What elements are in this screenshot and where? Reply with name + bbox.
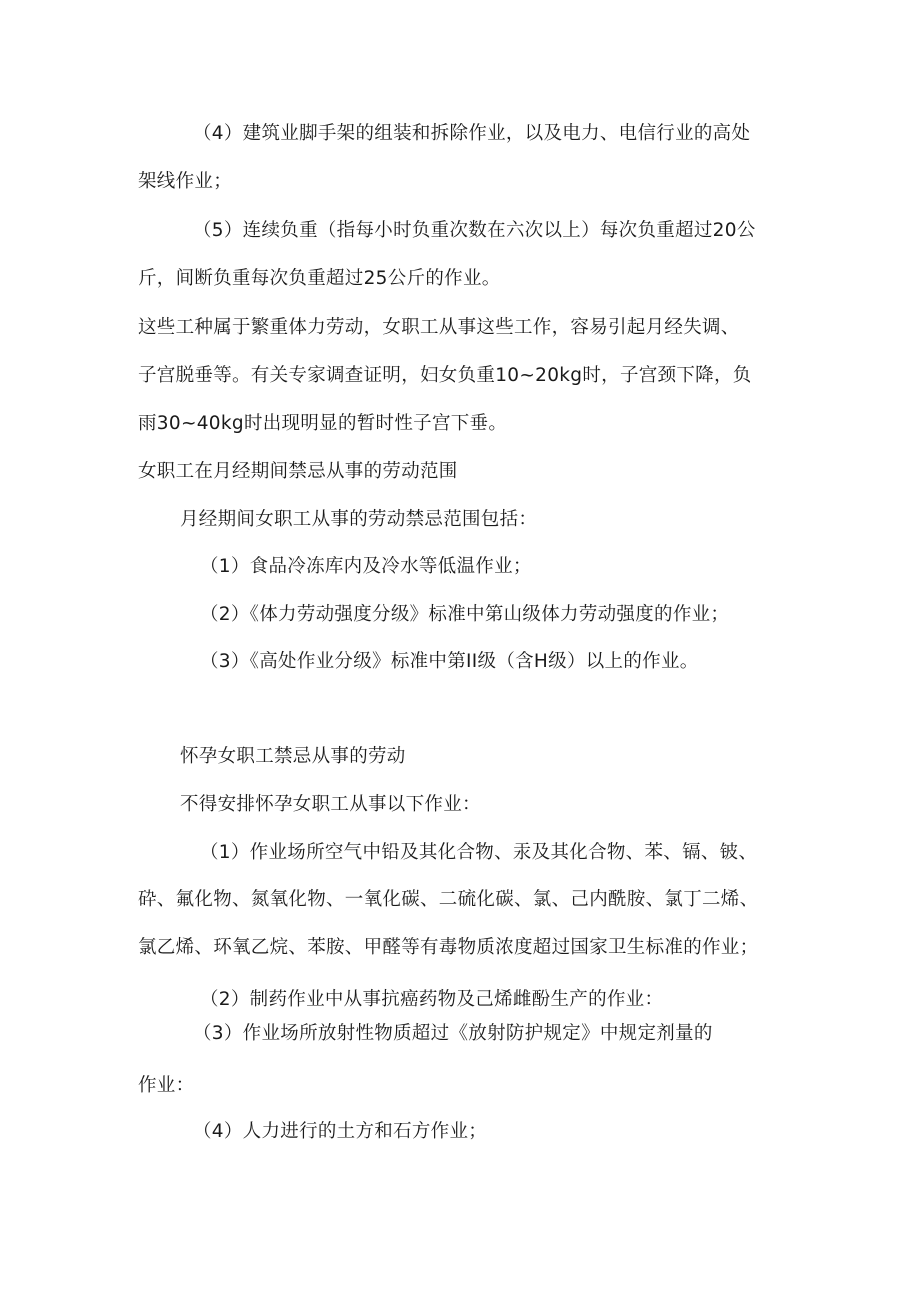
text-line-12: （3）《高处作业分级》标准中第II级（含H级）以上的作业。 xyxy=(200,651,699,672)
text-line-14: 不得安排怀孕女职工从事以下作业： xyxy=(180,794,481,815)
text-line-7: 雨30~40kg时出现明显的暂时性子宫下垂。 xyxy=(138,413,508,434)
text-line-1: （4）建筑业脚手架的组装和拆除作业，以及电力、电信行业的高处 xyxy=(193,123,751,144)
text-line-6: 子宫脱垂等。有关专家调查证明，妇女负重10~20kg时，子宫颈下降，负 xyxy=(138,365,752,386)
text-line-3: （5）连续负重（指每小时负重次数在六次以上）每次负重超过20公 xyxy=(193,220,756,241)
text-line-9: 月经期间女职工从事的劳动禁忌范围包括： xyxy=(180,509,538,530)
section-heading-menstrual: 女职工在月经期间禁忌从事的劳动范围 xyxy=(138,461,458,482)
text-line-11: （2）《体力劳动强度分级》标准中第山级体力劳动强度的作业； xyxy=(200,604,730,625)
text-line-16: 砕、氟化物、氮氧化物、一氧化碳、二硫化碳、氯、己内酰胺、氯丁二烯、 xyxy=(138,889,759,910)
text-line-10: （1）食品冷冻库内及冷水等低温作业； xyxy=(200,556,532,577)
text-line-5: 这些工种属于繁重体力劳动，女职工从事这些工作，容易引起月经失调、 xyxy=(138,317,740,338)
text-line-2: 架线作业； xyxy=(138,171,233,192)
text-line-19: （3）作业场所放射性物质超过《放射防护规定》中规定剂量的 xyxy=(193,1023,713,1044)
text-line-20: 作业： xyxy=(138,1075,195,1096)
text-line-17: 氯乙烯、环氧乙烷、苯胺、甲醛等有毒物质浓度超过国家卫生标准的作业； xyxy=(138,937,759,958)
text-line-18: （2）制药作业中从事抗癌药物及己烯雌酚生产的作业： xyxy=(200,989,664,1010)
text-line-4: 斤，间断负重每次负重超过25公斤的作业。 xyxy=(138,268,501,289)
section-heading-pregnancy: 怀孕女职工禁忌从事的劳动 xyxy=(180,746,406,767)
text-line-21: （4）人力进行的土方和石方作业； xyxy=(193,1121,488,1142)
text-line-15: （1）作业场所空气中铅及其化合物、汞及其化合物、苯、镉、铍、 xyxy=(200,842,758,863)
